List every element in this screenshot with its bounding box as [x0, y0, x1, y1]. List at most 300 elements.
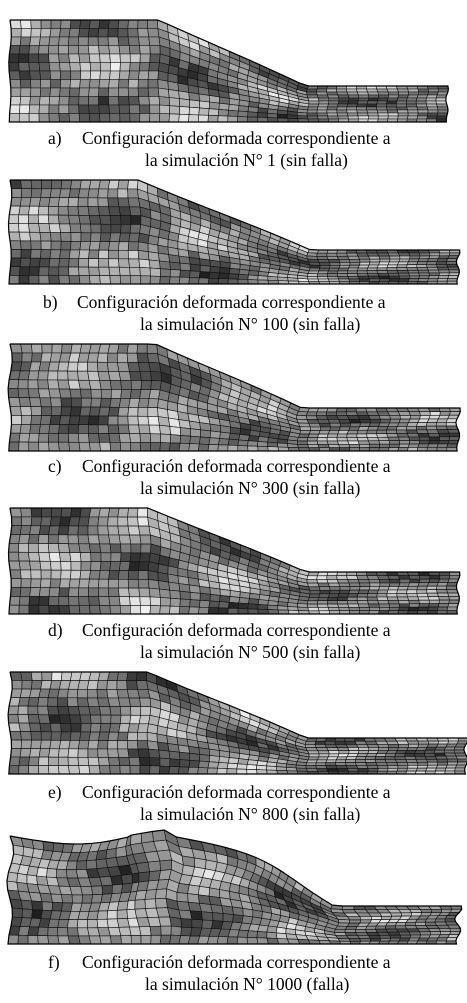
mesh-element	[328, 754, 339, 757]
mesh-element	[69, 88, 79, 97]
mesh-element	[437, 607, 448, 611]
mesh-element	[29, 596, 39, 605]
mesh-element	[444, 747, 455, 750]
mesh-element	[367, 271, 378, 274]
mesh-element	[90, 715, 101, 724]
mesh-element	[318, 271, 329, 274]
mesh-element	[397, 107, 408, 110]
mesh-element	[336, 757, 347, 760]
mesh-element	[121, 389, 132, 398]
mesh-element	[19, 535, 30, 544]
mesh-element	[397, 89, 408, 92]
mesh-element	[39, 224, 51, 233]
mesh-element	[108, 189, 118, 198]
mesh-element	[409, 437, 420, 441]
mesh-element	[79, 544, 91, 553]
mesh-element	[327, 748, 339, 751]
mesh-element	[258, 446, 269, 451]
mesh-element	[436, 101, 447, 104]
mesh-element	[58, 362, 69, 371]
mesh-element	[386, 923, 397, 926]
mesh-cells	[9, 508, 460, 614]
mesh-cells	[8, 672, 467, 774]
mesh-element	[161, 434, 171, 443]
mesh-element	[118, 250, 128, 258]
mesh-element	[61, 561, 72, 570]
mesh-element	[38, 389, 50, 398]
mesh-element	[198, 115, 208, 122]
mesh-element	[357, 113, 368, 116]
mesh-element	[407, 107, 418, 110]
mesh-element	[170, 426, 181, 435]
mesh-element	[118, 37, 129, 46]
mesh-element	[229, 268, 240, 274]
mesh-element	[79, 97, 89, 106]
mesh-element	[58, 215, 70, 224]
mesh-element	[348, 594, 359, 598]
mesh-element	[29, 206, 40, 215]
mesh-element	[69, 105, 79, 114]
mesh-element	[40, 893, 53, 902]
mesh-element	[49, 715, 61, 724]
mesh-element	[228, 439, 239, 445]
mesh-element	[11, 424, 22, 433]
mesh-element	[130, 114, 140, 123]
mesh-element	[69, 267, 80, 276]
mesh-element	[159, 589, 170, 598]
mesh-element	[427, 259, 438, 262]
mesh-element	[357, 430, 368, 434]
mesh-element	[48, 706, 59, 715]
mesh-element	[88, 198, 98, 207]
mesh-element	[29, 757, 39, 766]
mesh-element	[20, 80, 31, 89]
mesh-element	[78, 207, 89, 216]
mesh-element	[31, 740, 42, 749]
mesh-element	[158, 581, 169, 591]
mesh-element	[377, 253, 389, 256]
mesh-element	[49, 389, 61, 398]
mesh-element	[219, 757, 230, 764]
mesh-element	[20, 20, 31, 29]
mesh-element	[387, 430, 397, 434]
mesh-element	[80, 20, 91, 29]
mesh-element	[367, 576, 379, 580]
mesh-element	[89, 570, 100, 579]
mesh-element	[439, 600, 449, 604]
mesh-element	[88, 434, 99, 443]
mesh-element	[119, 267, 130, 276]
mesh-element	[71, 71, 81, 80]
mesh-element	[308, 107, 319, 110]
mesh-element	[151, 372, 162, 382]
mesh-element	[179, 752, 189, 760]
mesh-element	[399, 276, 409, 279]
mesh-element	[70, 570, 81, 579]
mesh-element	[169, 606, 180, 614]
mesh-element	[118, 416, 128, 425]
mesh-element	[52, 508, 62, 517]
mesh-element	[121, 216, 132, 225]
mesh-element	[60, 250, 71, 259]
mesh-element	[120, 114, 130, 123]
mesh-element	[157, 850, 172, 861]
mesh-element	[18, 389, 29, 398]
mesh-element	[389, 441, 399, 445]
mesh-element	[339, 419, 351, 423]
mesh-element	[52, 902, 63, 911]
mesh-element	[328, 583, 340, 587]
mesh-element	[435, 919, 445, 922]
mesh-element	[139, 757, 150, 765]
mesh-element	[148, 416, 160, 425]
mesh-element	[345, 760, 355, 763]
mesh-element	[327, 107, 337, 110]
mesh-element	[29, 398, 41, 407]
mesh-element	[108, 741, 118, 749]
mesh-element	[79, 29, 90, 38]
mesh-element	[326, 760, 337, 763]
mesh-element	[367, 107, 378, 110]
mesh-element	[349, 583, 360, 587]
mesh-element	[438, 89, 448, 92]
mesh-element	[439, 273, 449, 276]
mesh-element	[448, 604, 459, 608]
mesh-element	[429, 604, 440, 608]
mesh-element	[447, 583, 458, 587]
mesh-element	[117, 910, 127, 919]
mesh-element	[130, 371, 142, 380]
mesh-element	[130, 207, 142, 216]
mesh-element	[369, 747, 379, 750]
mesh-element	[110, 114, 120, 123]
mesh-element	[69, 250, 80, 259]
mesh-element	[376, 107, 387, 110]
mesh-element	[386, 926, 397, 929]
mesh-element	[181, 927, 192, 936]
mesh-element	[10, 20, 21, 29]
mesh-element	[446, 938, 457, 941]
mesh-element	[430, 437, 440, 441]
mesh-element	[368, 590, 379, 594]
mesh-element	[419, 437, 429, 441]
mesh-element	[79, 605, 90, 614]
mesh-element	[218, 608, 228, 614]
mesh-element	[358, 265, 369, 268]
mesh-element	[21, 579, 31, 588]
mesh-element	[118, 698, 130, 707]
mesh-element	[20, 570, 31, 579]
mesh-element	[348, 268, 359, 271]
mesh-element	[138, 579, 149, 588]
mesh-element	[381, 916, 392, 919]
mesh-element	[360, 259, 371, 262]
mesh-element	[100, 233, 111, 242]
mesh-element	[358, 256, 370, 259]
mesh-element	[99, 434, 111, 443]
mesh-element	[38, 757, 48, 766]
mesh-element	[317, 107, 327, 110]
mesh-element	[188, 885, 200, 895]
mesh-element	[31, 416, 42, 425]
mesh-element	[317, 604, 328, 607]
mesh-element	[52, 344, 62, 353]
mesh-element	[70, 224, 81, 233]
mesh-element	[439, 270, 450, 273]
mesh-element	[68, 535, 79, 544]
mesh-element	[12, 908, 22, 918]
mesh-element	[89, 97, 99, 106]
mesh-element	[379, 262, 390, 265]
mesh-element	[127, 732, 137, 741]
mesh-element	[190, 600, 201, 608]
mesh-element	[128, 198, 140, 207]
mesh-element	[31, 189, 42, 198]
mesh-element	[149, 260, 160, 269]
mesh-element	[49, 224, 61, 233]
mesh-element	[456, 756, 467, 759]
mesh-element	[346, 757, 357, 760]
mesh-element	[148, 399, 159, 408]
mesh-element	[48, 919, 59, 928]
mesh-element	[447, 261, 457, 264]
mesh-element	[418, 444, 429, 448]
mesh-element	[178, 767, 189, 774]
mesh-element	[360, 423, 371, 427]
mesh-element	[437, 259, 448, 262]
mesh-element	[327, 412, 337, 416]
mesh-element	[438, 276, 449, 279]
mesh-element	[98, 425, 109, 434]
mesh-element	[458, 759, 467, 762]
mesh-element	[59, 588, 69, 597]
mesh-element	[150, 926, 161, 935]
mesh-element	[10, 732, 22, 741]
mesh-element	[418, 583, 429, 587]
mesh-element	[317, 274, 327, 277]
mesh-element	[48, 936, 60, 944]
mesh-element	[317, 420, 329, 424]
mesh-element	[31, 732, 42, 741]
mesh-element	[161, 926, 172, 935]
mesh-element	[80, 71, 90, 80]
mesh-element	[106, 848, 116, 859]
mesh-element	[150, 54, 160, 63]
mesh-element	[99, 570, 110, 579]
mesh-element	[218, 279, 228, 285]
mesh-element	[389, 259, 400, 262]
mesh-element	[370, 938, 380, 941]
mesh-element	[130, 390, 141, 399]
mesh-element	[140, 267, 151, 276]
mesh-element	[101, 389, 111, 398]
mesh-element	[79, 579, 90, 588]
mesh-element	[41, 189, 52, 198]
mesh-element	[338, 604, 349, 607]
mesh-element	[89, 54, 100, 63]
mesh-element	[377, 590, 388, 594]
mesh-element	[227, 763, 238, 769]
mesh-element	[31, 570, 42, 579]
mesh-element	[398, 253, 410, 256]
mesh-element	[91, 553, 102, 562]
mesh-element	[319, 587, 330, 591]
mesh-element	[11, 579, 21, 588]
mesh-element	[118, 88, 128, 97]
mesh-element	[150, 605, 160, 614]
mesh-element	[21, 344, 33, 353]
mesh-element	[238, 603, 248, 609]
mesh-element	[128, 425, 140, 434]
mesh-element	[357, 268, 368, 271]
mesh-element	[335, 741, 346, 744]
mesh-element	[79, 380, 91, 389]
mesh-element	[121, 936, 132, 944]
mesh-element	[51, 80, 61, 89]
mesh-element	[80, 732, 91, 741]
mesh-element	[247, 769, 258, 774]
mesh-element	[119, 207, 131, 216]
mesh-element	[19, 723, 31, 732]
mesh-element	[38, 535, 48, 544]
mesh-element	[348, 768, 359, 771]
mesh-element	[407, 593, 418, 597]
mesh-element	[99, 732, 110, 741]
mesh-element	[397, 98, 408, 101]
mesh-element	[417, 95, 428, 98]
mesh-element	[22, 353, 32, 362]
mesh-element	[228, 279, 238, 284]
mesh-element	[109, 80, 120, 89]
mesh-element	[169, 766, 180, 774]
mesh-element	[121, 544, 132, 553]
mesh-element	[427, 267, 439, 270]
mesh-element	[358, 441, 370, 445]
mesh-element	[99, 242, 110, 251]
mesh-element	[32, 901, 43, 910]
mesh-element	[327, 89, 337, 92]
mesh-element	[120, 63, 130, 72]
mesh-element	[228, 274, 239, 280]
mesh-element	[397, 265, 407, 268]
mesh-element	[19, 206, 30, 215]
mesh-element	[61, 233, 72, 242]
mesh-element	[348, 256, 360, 259]
mesh-element	[170, 106, 180, 115]
mesh-element	[49, 276, 60, 285]
mesh-element	[12, 681, 22, 690]
mesh-element	[78, 681, 89, 690]
mesh-element	[108, 20, 119, 29]
mesh-element	[81, 562, 91, 571]
mesh-element	[428, 270, 439, 273]
mesh-element	[319, 268, 330, 271]
mesh-element	[129, 105, 140, 114]
mesh-element	[349, 265, 360, 268]
mesh-element	[339, 751, 349, 754]
mesh-element	[190, 100, 200, 108]
mesh-element	[141, 935, 151, 944]
mesh-element	[317, 438, 327, 442]
mesh-element	[49, 597, 59, 606]
mesh-element	[41, 517, 52, 526]
deformed-mesh-b	[0, 172, 467, 290]
mesh-element	[327, 576, 337, 580]
mesh-element	[397, 268, 408, 271]
mesh-element	[99, 114, 110, 123]
mesh-element	[330, 262, 341, 265]
mesh-element	[169, 114, 179, 122]
mesh-element	[107, 353, 117, 362]
mesh-element	[258, 113, 268, 118]
mesh-element	[189, 585, 200, 593]
mesh-element	[20, 588, 31, 597]
mesh-element	[98, 741, 108, 750]
mesh-element	[439, 928, 451, 931]
mesh-element	[70, 407, 81, 416]
mesh-element	[368, 265, 379, 268]
mesh-element	[19, 232, 31, 241]
mesh-element	[139, 425, 151, 434]
mesh-element	[18, 380, 28, 389]
mesh-element	[135, 900, 146, 910]
mesh-element	[387, 89, 398, 92]
mesh-element	[110, 562, 121, 571]
mesh-element	[22, 189, 32, 198]
mesh-element	[70, 80, 80, 89]
mesh-element	[18, 215, 28, 224]
mesh-element	[57, 869, 67, 878]
mesh-element	[395, 759, 407, 762]
mesh-element	[38, 380, 49, 389]
mesh-element	[339, 427, 350, 431]
mesh-element	[376, 763, 388, 766]
mesh-element	[347, 113, 358, 116]
mesh-element	[49, 97, 59, 106]
mesh-element	[128, 526, 140, 535]
mesh-element	[227, 769, 237, 774]
mesh-element	[130, 535, 142, 544]
mesh-element	[237, 764, 247, 770]
mesh-element	[308, 434, 319, 438]
mesh-element	[140, 553, 151, 562]
mesh-element	[138, 80, 148, 89]
mesh-element	[89, 732, 100, 741]
mesh-element	[169, 277, 180, 284]
mesh-element	[199, 108, 209, 115]
mesh-element	[387, 268, 397, 271]
mesh-element	[98, 579, 108, 588]
mesh-element	[338, 430, 349, 434]
mesh-element	[97, 362, 108, 371]
mesh-element	[68, 362, 79, 371]
mesh-element	[198, 895, 210, 905]
mesh-element	[19, 596, 30, 605]
mesh-element	[338, 95, 349, 98]
mesh-element	[111, 875, 123, 885]
mesh-element	[138, 71, 148, 80]
mesh-element	[168, 89, 179, 98]
mesh-element	[349, 607, 360, 610]
mesh-element	[79, 259, 89, 268]
mesh-element	[377, 101, 388, 104]
mesh-element	[168, 418, 180, 428]
mesh-element	[160, 105, 170, 114]
mesh-element	[18, 223, 29, 232]
mesh-element	[349, 751, 359, 754]
mesh-element	[48, 757, 58, 766]
mesh-element	[357, 271, 367, 274]
